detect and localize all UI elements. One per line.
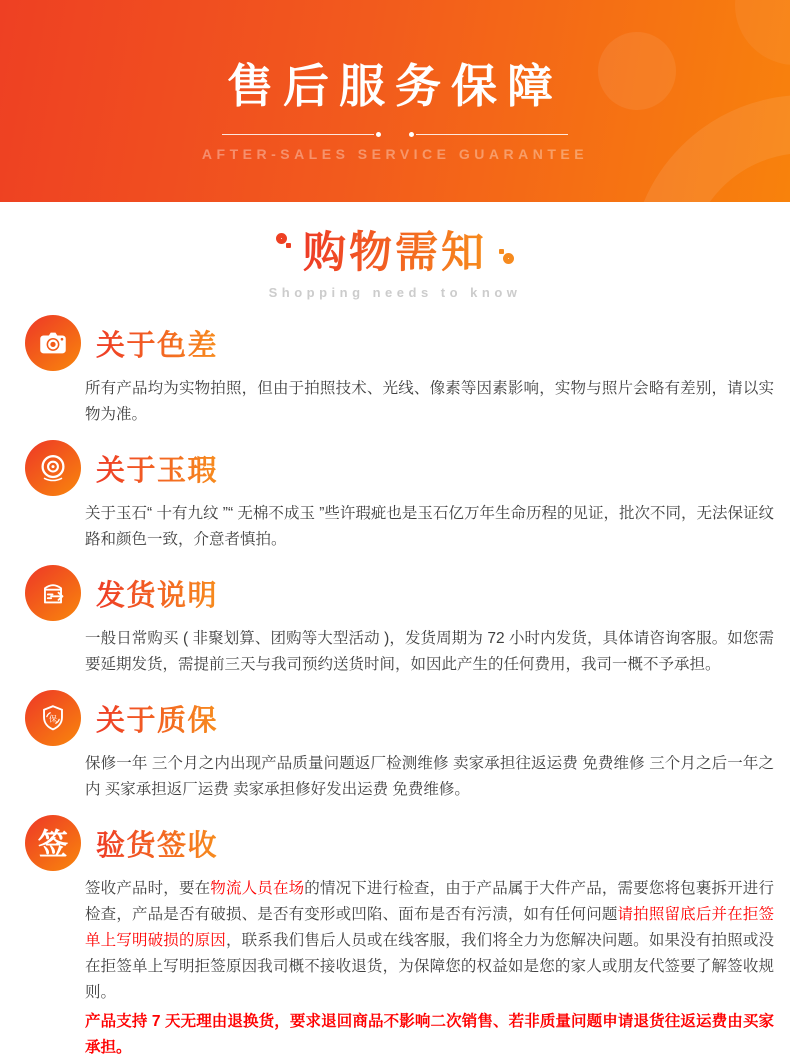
section-title: 验货签收: [96, 823, 218, 864]
section-shipping: [25, 565, 774, 678]
section-inspection-sign: [25, 815, 774, 1061]
quote-ring-right-icon: [503, 253, 514, 264]
divider-dot-right: [409, 132, 414, 137]
quote-ring-left-icon: [276, 233, 287, 244]
divider-line-left: [222, 134, 374, 135]
section-paragraph: 一般日常购买 ( 非聚划算、团购等大型活动 )，发货周期为 72 小时内发货，具体请咨询客服。如您需要延期发货，需提前三天与我司预约送货时间，如因此产生的任何费用，我司一概不予承担。: [85, 630, 774, 673]
shipping-box-icon: [25, 565, 81, 621]
section-color-difference: [25, 315, 774, 428]
section-body: [85, 751, 774, 803]
section-warranty: [25, 690, 774, 803]
notice-subtitle: Shopping needs to know: [268, 285, 522, 300]
divider-line-right: [416, 134, 568, 135]
section-body: [85, 501, 774, 553]
section-title: 关于玉瑕: [96, 448, 218, 489]
banner-subtitle: AFTER-SALES SERVICE GUARANTEE: [201, 146, 589, 162]
jade-disc-icon: [25, 440, 81, 496]
section-body: [85, 626, 774, 678]
section-title: 发货说明: [96, 573, 218, 614]
section-paragraph: 保修一年 三个月之内出现产品质量问题返厂检测维修 卖家承担往返运费 免费维修 三个月之后一年之内 买家承担返厂运费 卖家承担修好发出运费 免费维修。: [85, 755, 774, 798]
section-paragraph: 所有产品均为实物拍照，但由于拍照技术、光线、像素等因素影响，实物与照片会略有差别，请以实物为准。: [85, 380, 774, 423]
section-jade-flaws: [25, 440, 774, 553]
warranty-shield-icon: [25, 690, 81, 746]
section-paragraph: 产品支持 7 天无理由退换货，要求退回商品不影响二次销售、若非质量问题申请退货往返运费由买家承担。: [85, 1013, 774, 1056]
camera-icon: [25, 315, 81, 371]
svg-text:保: 保: [48, 714, 58, 724]
section-title: 关于质保: [96, 698, 218, 739]
divider-dot-left: [376, 132, 381, 137]
section-body: [85, 876, 774, 1061]
svg-text:签: 签: [38, 827, 68, 863]
banner-title: 售后服务保障: [227, 60, 563, 112]
banner-divider: [0, 132, 790, 137]
section-paragraph: 关于玉石“ 十有九纹 ”“ 无棉不成玉 ”些许瑕疵也是玉石亿万年生命历程的见证，批次不同，无法保证纹路和颜色一致，介意者慎拍。: [85, 505, 774, 548]
after-sales-banner: [0, 0, 790, 202]
decorative-circle-small: [598, 32, 676, 110]
shopping-notice-heading: [0, 219, 790, 300]
section-title: 关于色差: [96, 323, 218, 364]
section-paragraph: 签收产品时，要在物流人员在场的情况下进行检查，由于产品属于大件产品，需要您将包裹拆开进行检查，产品是否有破损、是否有变形或凹陷、面布是否有污渍，如有任何问题请拍照留底后并在拒签单上写明破损的原因，联系我们售后人员或在线客服，我们将全力为您解决问题。如果没有拍照或没在拒签单上写明拒签原因我司概不接收退货，为保障您的权益如是您的家人或朋友代签要了解签收规则。: [85, 880, 774, 1001]
section-body: [85, 376, 774, 428]
notice-title: 购物需知: [303, 219, 487, 280]
notice-sections: [0, 315, 790, 1061]
sign-character-icon: [25, 815, 81, 871]
